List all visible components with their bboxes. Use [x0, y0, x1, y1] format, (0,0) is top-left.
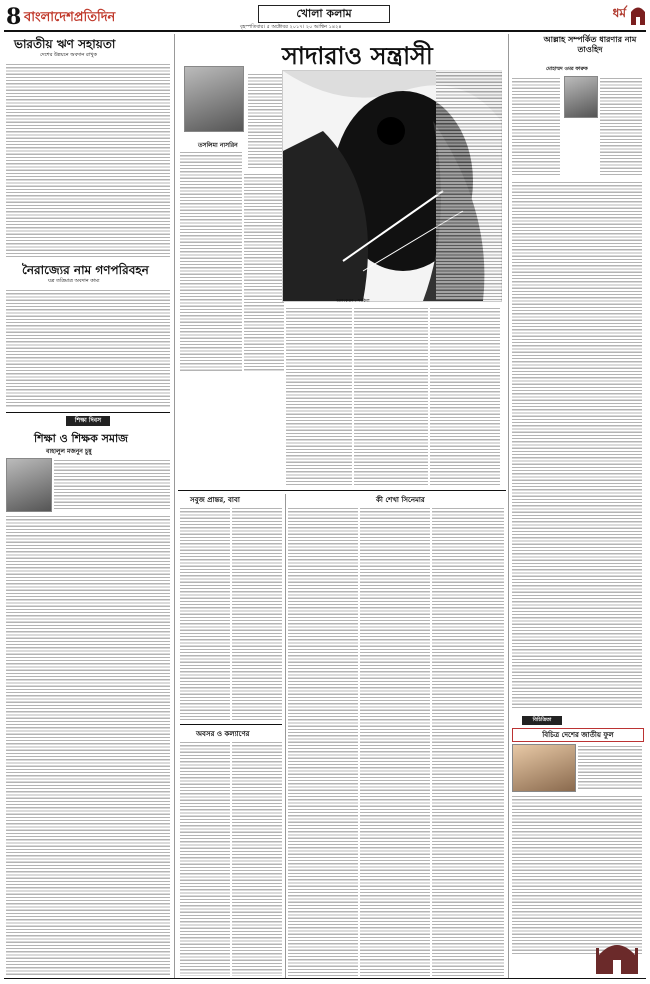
editorial-headline-1: ভারতীয় ঋণ সহায়তা [14, 37, 116, 51]
editorial-byline-2: যত্র তত্রিমাত্র অবদান কাম্য [48, 278, 100, 284]
religion-body-b [600, 76, 642, 176]
lower-body-3a [288, 506, 358, 976]
religion-body-a [512, 76, 560, 176]
editorial-byline-1: দেশের উন্নয়নে অবদান রাখুক [40, 52, 97, 58]
author-photo [6, 458, 52, 512]
section-box-education: শিক্ষা দিবস [66, 416, 110, 426]
article-body-education-b [6, 514, 170, 976]
page-number: 8 [6, 4, 22, 30]
religion-author: মোহাম্মদ ওমর ফারুক [546, 66, 588, 72]
feature-title: বিচিত্র দেশের জাতীয় ফুল [512, 728, 644, 742]
lower-body-3b [360, 506, 430, 976]
lower-body-1a [180, 506, 230, 720]
editorial-body-2 [6, 288, 170, 408]
lower-headline-3: কী শেখা সিনেমার [376, 495, 425, 504]
article-body-education-a [54, 458, 170, 510]
editorial-body-1 [6, 62, 170, 258]
section-title: খোলা কলাম [258, 5, 390, 23]
main-body-col-5 [430, 306, 500, 486]
lower-body-3c [432, 506, 504, 976]
religion-author-photo [564, 76, 598, 118]
illustration-credit: অলংকরণ : শাকিল [336, 299, 370, 304]
lower-body-2b [232, 740, 282, 976]
main-headline: সাদারাও সন্ত্রাসী [282, 41, 433, 70]
flower-photo [512, 744, 576, 792]
date-line: বৃহস্পতিবার। ৫ অক্টোবর ২০১৭। ২০ আশ্বিন ১৪২৪ [240, 24, 342, 30]
editorial-headline-2: নৈরাজ্যের নাম গণপরিবহন [22, 263, 149, 277]
article-author-education: বাহালুল মজনুন চুন্নু [46, 448, 92, 455]
main-body-col-2 [244, 172, 284, 372]
feature-label: বিচিত্রিতা [522, 716, 562, 725]
paper-name: বাংলাদেশপ্রতিদিন [24, 10, 116, 25]
author-photo-main [184, 66, 244, 132]
religion-body-c [512, 180, 642, 710]
religion-headline: আল্লাহ সম্পর্কিত ধারণার নাম তাওহিদ [543, 34, 637, 54]
main-body-col-3 [286, 306, 352, 486]
main-body-col-4 [354, 306, 428, 486]
mosque-illustration [594, 930, 640, 976]
lower-headline-1: সবুজ প্রান্তর, বাবা [190, 495, 240, 504]
lower-headline-2: অবসর ও কল্যাণের [196, 729, 250, 738]
article-headline-education: শিক্ষা ও শিক্ষক সমাজ [34, 432, 129, 445]
main-body-col-6 [436, 70, 502, 300]
section-right: ধর্ম [612, 6, 626, 20]
feature-body-a [578, 744, 642, 790]
lower-body-2a [180, 740, 230, 976]
mosque-logo [628, 2, 648, 26]
main-body-col-1 [180, 150, 242, 372]
main-body-intro [248, 72, 282, 168]
main-author: তসলিমা নাসরিন [198, 142, 238, 149]
lower-body-1b [232, 506, 282, 720]
